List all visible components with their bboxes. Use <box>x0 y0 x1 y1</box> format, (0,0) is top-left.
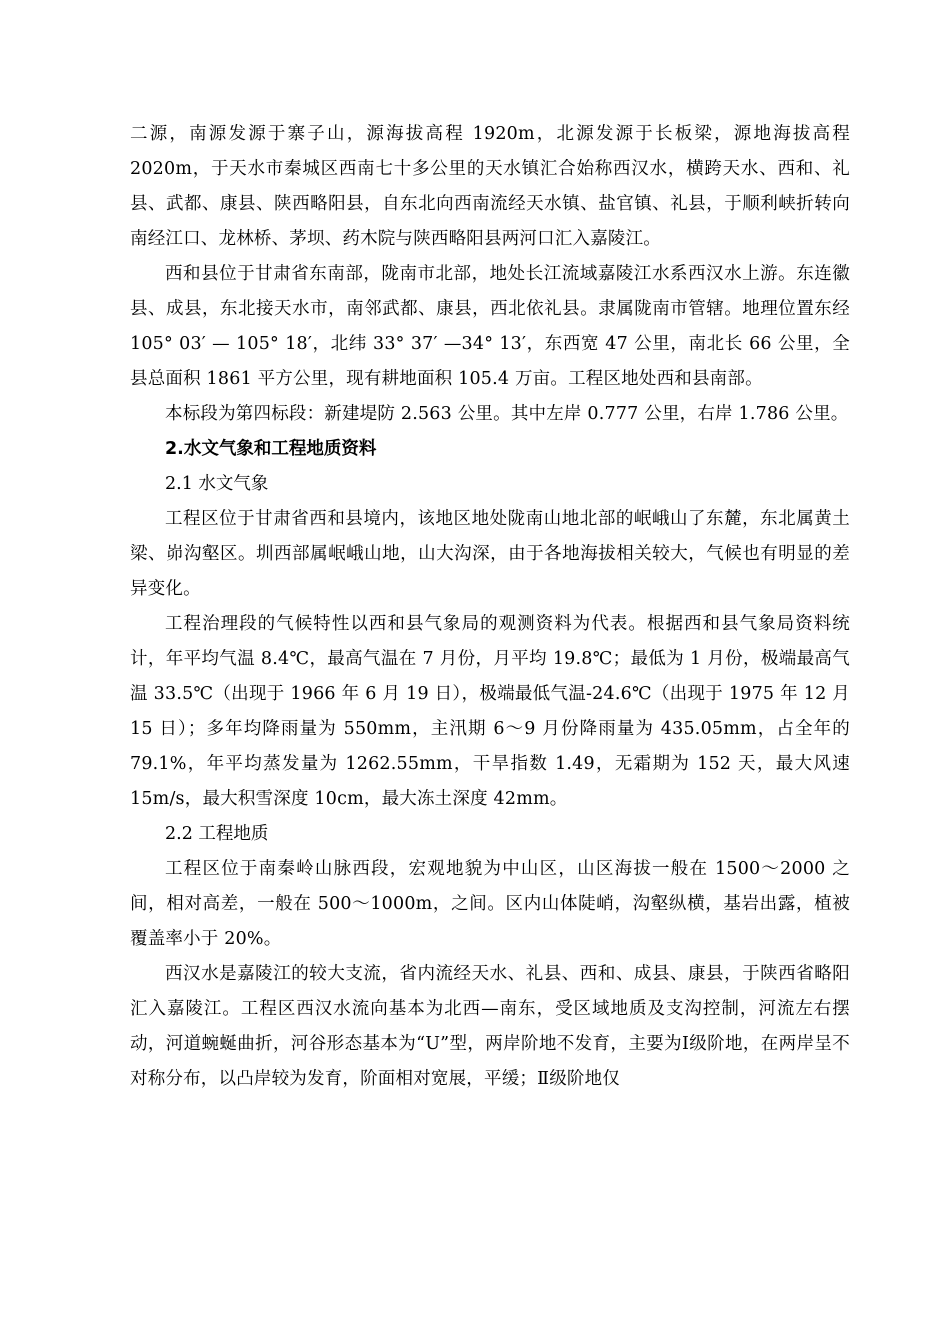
paragraph-geomorphology: 工程区位于南秦岭山脉西段，宏观地貌为中山区，山区海拔一般在 1500～2000 之间，相对高差，一般在 500～1000m，之间。区内山体陡峭，沟壑纵横，基岩出露，植被覆盖率小于 20%。 <box>130 859 850 949</box>
document-body <box>130 117 850 1097</box>
paragraph-terrain: 工程区位于甘肃省西和县境内，该地区地处陇南山地北部的岷峨山了东麓，东北属黄土梁、峁沟壑区。圳西部属岷峨山地，山大沟深，由于各地海拔相关较大，气候也有明显的差异变化。 <box>130 509 850 599</box>
paragraph-climate: 工程治理段的气候特性以西和县气象局的观测资料为代表。根据西和县气象局资料统计，年平均气温 8.4℃，最高气温在 7 月份，月平均 19.8℃；最低为 1 月份，极端最高气温 33.5℃（出现于 1966 年 6 月 19 日），极端最低气温-24.6℃（出现于 1975 年 12 月 15 日）；多年均降雨量为 550mm，主汛期 6～9 月份降雨量为 435.05mm，占全年的 79.1%，年平均蒸发量为 1262.55mm，干旱指数 1.49，无霜期为 152 天，最大风速 15m/s，最大积雪深度 10cm，最大冻土深度 42mm。 <box>130 614 850 809</box>
paragraph-river: 西汉水是嘉陵江的较大支流，省内流经天水、礼县、西和、成县、康县，于陕西省略阳汇入嘉陵江。工程区西汉水流向基本为北西—南东，受区域地质及支沟控制，河流左右摆动，河道蜿蜒曲折，河谷形态基本为“U”型，两岸阶地不发育，主要为Ⅰ级阶地，在两岸呈不对称分布，以凸岸较为发育，阶面相对宽展，平缓；Ⅱ级阶地仅 <box>130 964 850 1089</box>
paragraph-location: 西和县位于甘肃省东南部，陇南市北部，地处长江流域嘉陵江水系西汉水上游。东连徽县、成县，东北接天水市，南邻武都、康县，西北依礼县。隶属陇南市管辖。地理位置东经 105° 03′ — 105° 18′，北纬 33° 37′ —34° 13′，东西宽 47 公里，南北长 66 公里，全县总面积 1861 平方公里，现有耕地面积 105.4 万亩。工程区地处西和县南部。 <box>130 264 850 389</box>
subsection-heading-hydrology: 2.1 水文气象 <box>165 474 269 494</box>
section-heading-hydrology-geology: 2.水文气象和工程地质资料 <box>165 439 377 459</box>
paragraph-continuation: 二源，南源发源于寨子山，源海拔高程 1920m，北源发源于长板梁，源地海拔高程 2020m，于天水市秦城区西南七十多公里的天水镇汇合始称西汉水，横跨天水、西和、礼县、武都、康县、陕西略阳县，自东北向西南流经天水镇、盐官镇、礼县，于顺利峡折转向南经江口、龙林桥、茅坝、药木院与陕西略阳县两河口汇入嘉陵江。 <box>130 124 850 249</box>
paragraph-section-scope: 本标段为第四标段：新建堤防 2.563 公里。其中左岸 0.777 公里，右岸 1.786 公里。 <box>165 404 849 424</box>
subsection-heading-geology: 2.2 工程地质 <box>165 824 269 844</box>
